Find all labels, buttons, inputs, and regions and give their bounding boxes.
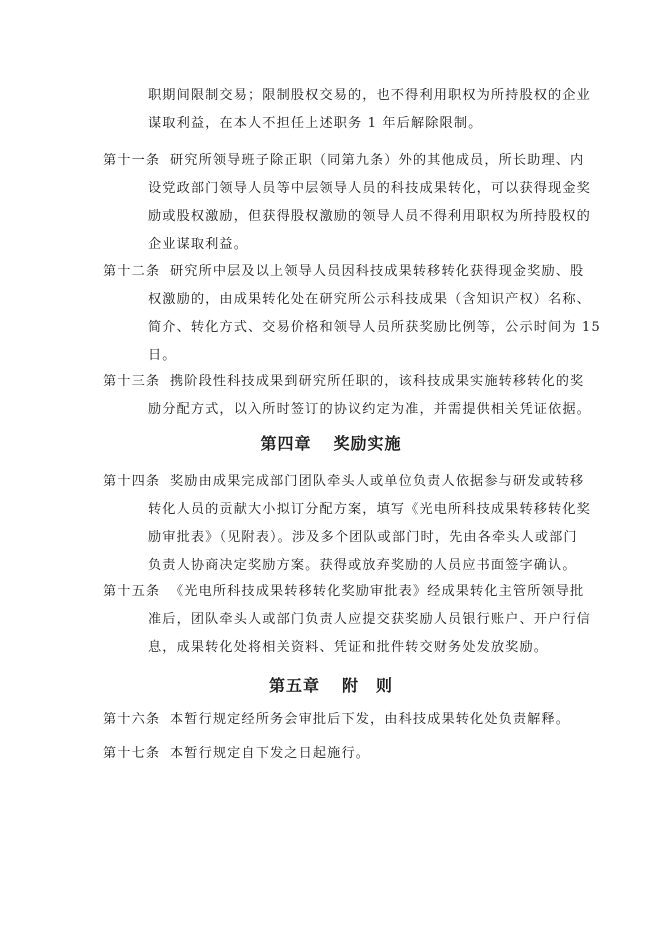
paragraph-line: 负责人协商决定奖励方案。获得或放弃奖励的人员应书面签字确认。 [148, 558, 577, 573]
paragraph-line: 奖励由成果完成部门团队牵头人或单位负责人依据参与研发或转移 [170, 474, 585, 489]
article-label: 第十一条 [103, 153, 161, 168]
article-label: 第十七条 [103, 746, 161, 761]
article-label: 第十六条 [103, 712, 161, 727]
paragraph-line: 本暂行规定自下发之日起施行。 [170, 746, 371, 761]
paragraph-line: 日。 [148, 348, 177, 363]
article-label: 第十二条 [103, 264, 161, 279]
paragraph-line: 励分配方式，以入所时签订的协议约定为准，并需提供相关凭证依据。 [148, 402, 591, 417]
paragraph-line: 设党政部门领导人员等中层领导人员的科技成果转化，可以获得现金奖 [148, 181, 591, 196]
paragraph-line: 励审批表》（见附表）。涉及多个团队或部门时，先由各牵头人或部门 [148, 530, 578, 545]
chapter-heading [0, 676, 662, 696]
paragraph-line: 息，成果转化处将相关资料、凭证和批件转交财务处发放奖励。 [148, 640, 549, 655]
chapter-title: 奖励实施 [333, 434, 402, 453]
paragraph-line: 研究所领导班子除正职（同第九条）外的其他成员，所长助理、内 [170, 153, 585, 168]
article-label: 第十五条 [103, 584, 161, 599]
paragraph-line: 简介、转化方式、交易价格和领导人员所获奖励比例等，公示时间为 15 [148, 320, 601, 335]
paragraph-line: 励或股权激励，但获得股权激励的领导人员不得利用职权为所持股权的 [148, 209, 591, 224]
article-label: 第十四条 [103, 474, 161, 489]
paragraph-line: 转化人员的贡献大小拟订分配方案，填写《光电所科技成果转移转化奖 [148, 502, 591, 517]
chapter-title: 附 则 [342, 676, 394, 695]
paragraph-line: 权激励的，由成果转化处在研究所公示科技成果（含知识产权）名称、 [148, 292, 591, 307]
chapter-number: 第四章 [260, 434, 312, 453]
paragraph-line: 携阶段性科技成果到研究所任职的，该科技成果实施转移转化的奖 [170, 374, 585, 389]
chapter-number: 第五章 [268, 676, 320, 695]
paragraph-line: 职期间限制交易；限制股权交易的，也不得利用职权为所持股权的企业 [148, 88, 591, 103]
paragraph-line: 研究所中层及以上领导人员因科技成果转移转化获得现金奖励、股 [170, 264, 585, 279]
paragraph-line: 准后，团队牵头人或部门负责人应提交获奖励人员银行账户、开户行信 [148, 612, 591, 627]
paragraph-line: 谋取利益，在本人不担任上述职务 1 年后解除限制。 [148, 116, 483, 131]
chapter-heading [0, 434, 662, 454]
paragraph-line: 企业谋取利益。 [148, 237, 249, 252]
article-label: 第十三条 [103, 374, 161, 389]
paragraph-line: 本暂行规定经所务会审批后下发，由科技成果转化处负责解释。 [170, 712, 571, 727]
paragraph-line: 《光电所科技成果转移转化奖励审批表》经成果转化主管所领导批 [170, 584, 585, 599]
